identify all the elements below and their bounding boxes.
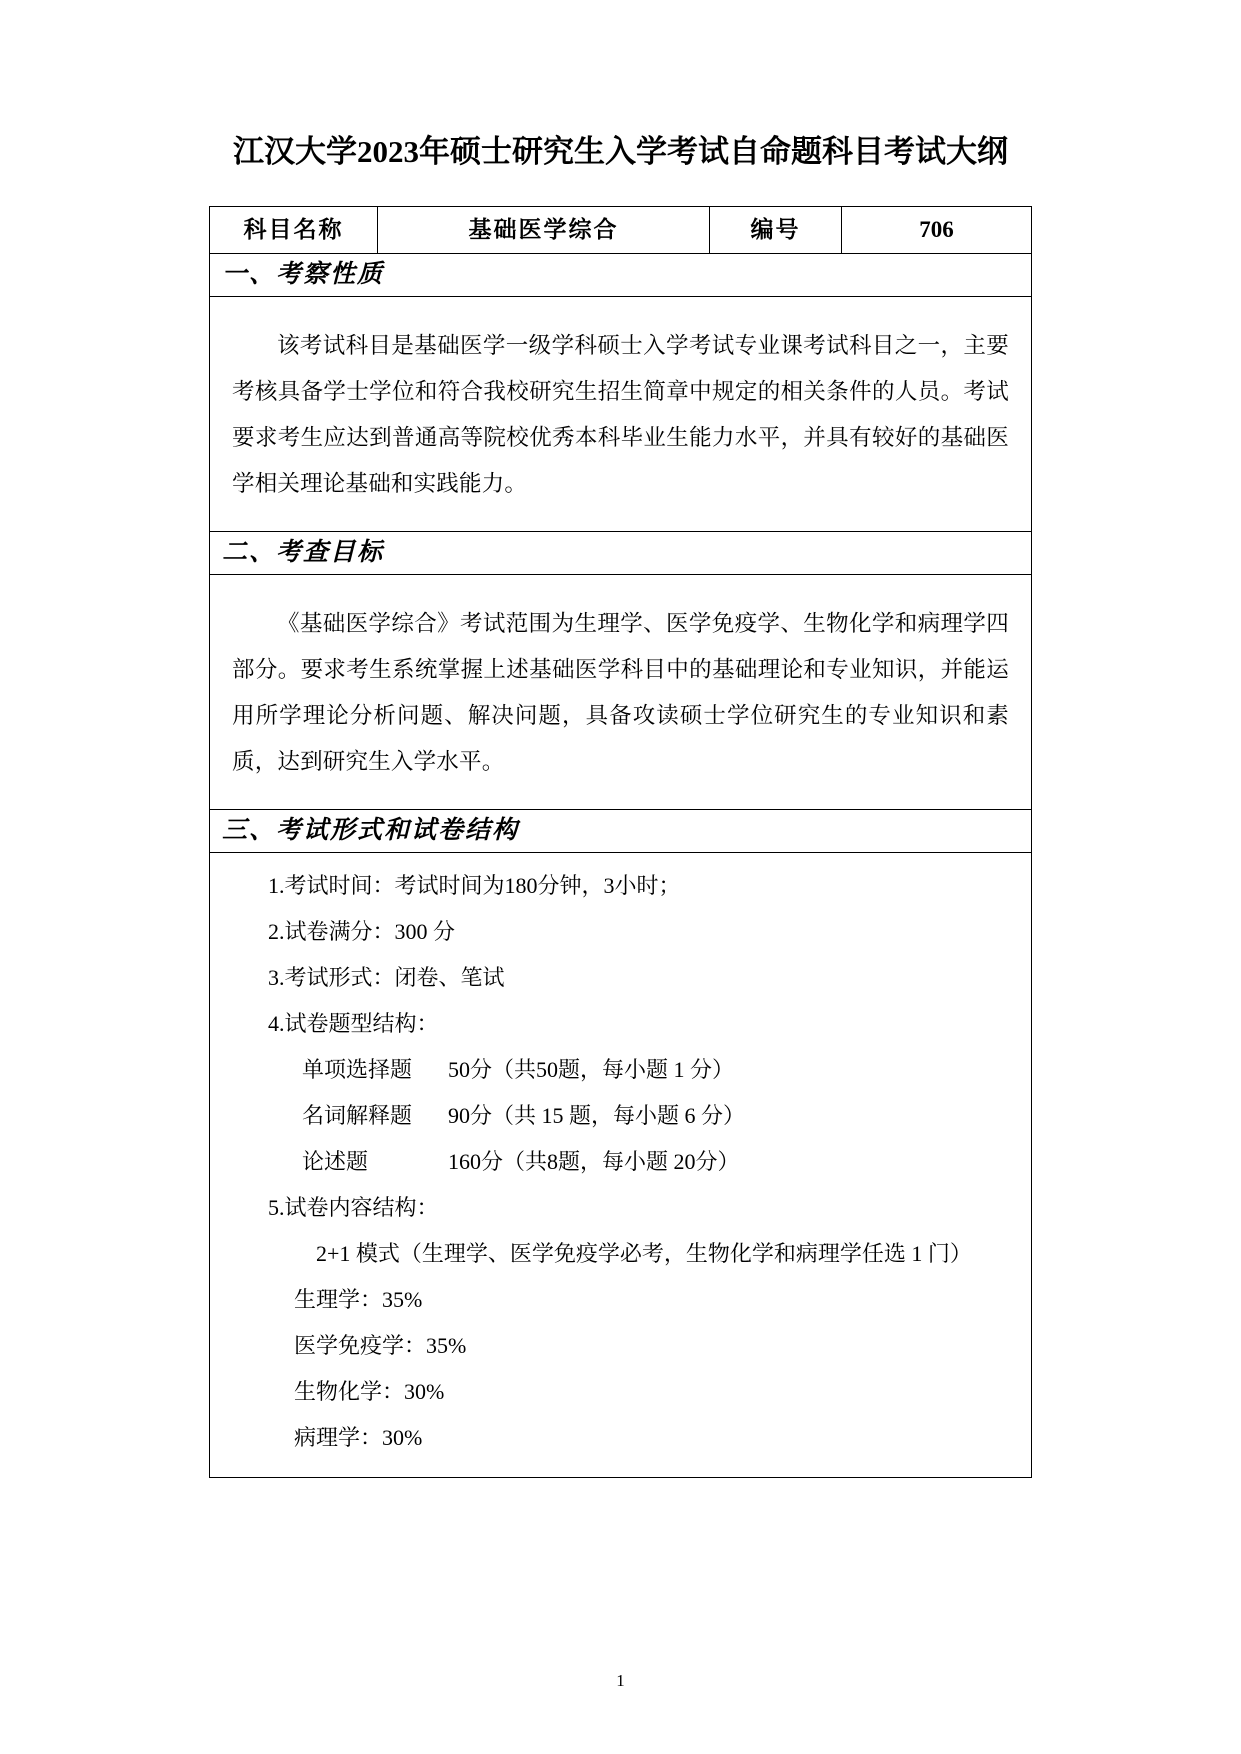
weight-line-physiology: 生理学：35% xyxy=(294,1287,423,1313)
syllabus-table xyxy=(209,206,1032,1478)
section-body-2 xyxy=(210,575,1032,810)
section-heading-1: 一、考察性质 xyxy=(210,254,1032,297)
table-row-section3-body xyxy=(210,853,1032,1478)
total-score-line: 2.试卷满分：300 分 xyxy=(268,919,456,945)
question-type-row xyxy=(232,1093,1009,1139)
question-type-name: 名词解释题 xyxy=(302,1103,413,1129)
question-type-row xyxy=(232,1139,1009,1185)
question-type-name: 单项选择题 xyxy=(302,1057,413,1083)
weight-line-biochemistry: 生物化学：30% xyxy=(294,1379,445,1405)
section-heading-2: 二、考查目标 xyxy=(210,532,1032,575)
weight-line-pathology: 病理学：30% xyxy=(294,1425,423,1451)
section-heading-3: 三、考试形式和试卷结构 xyxy=(210,810,1032,853)
subject-value: 基础医学综合 xyxy=(378,207,710,254)
question-type-name: 论述题 xyxy=(302,1149,369,1175)
question-type-detail: 90分（共 15 题，每小题 6 分） xyxy=(448,1103,746,1129)
exam-form-line: 3.考试形式：闭卷、笔试 xyxy=(268,965,505,991)
table-row-subject xyxy=(210,207,1032,254)
table-row-section1-heading xyxy=(210,254,1032,297)
table-row-section2-body xyxy=(210,575,1032,810)
table-row-section2-heading xyxy=(210,532,1032,575)
content-structure-line: 5.试卷内容结构： xyxy=(268,1195,439,1221)
section2-paragraph: 《基础医学综合》考试范围为生理学、医学免疫学、生物化学和病理学四部分。要求考生系统掌握上述基础医学科目中的基础理论和专业知识，并能运用所学理论分析问题、解决问题，具备攻读硕士学位研究生的专业知识和素质，达到研究生入学水平。 xyxy=(232,611,1009,775)
question-type-detail: 50分（共50题，每小题 1 分） xyxy=(448,1057,735,1083)
subject-label: 科目名称 xyxy=(210,207,378,254)
weight-line-immunology: 医学免疫学：35% xyxy=(294,1333,467,1359)
exam-time-line: 1.考试时间：考试时间为180分钟，3小时； xyxy=(268,873,681,899)
code-label: 编号 xyxy=(710,207,842,254)
table-row-section3-heading xyxy=(210,810,1032,853)
page-title: 江汉大学2023年硕士研究生入学考试自命题科目考试大纲 xyxy=(233,134,1008,169)
question-structure-line: 4.试卷题型结构： xyxy=(268,1011,439,1037)
table-row-section1-body xyxy=(210,297,1032,532)
question-type-row xyxy=(232,1047,1009,1093)
code-value: 706 xyxy=(842,207,1032,254)
mode-line: 2+1 模式（生理学、医学免疫学必考，生物化学和病理学任选 1 门） xyxy=(316,1241,972,1267)
page-number: 1 xyxy=(616,1671,625,1690)
section1-paragraph: 该考试科目是基础医学一级学科硕士入学考试专业课考试科目之一，主要考核具备学士学位和符合我校研究生招生简章中规定的相关条件的人员。考试要求考生应达到普通高等院校优秀本科毕业生能力水平，并具有较好的基础医学相关理论基础和实践能力。 xyxy=(232,333,1009,497)
section-body-1 xyxy=(210,297,1032,532)
question-type-detail: 160分（共8题，每小题 20分） xyxy=(448,1149,740,1175)
section-body-3 xyxy=(210,853,1032,1478)
